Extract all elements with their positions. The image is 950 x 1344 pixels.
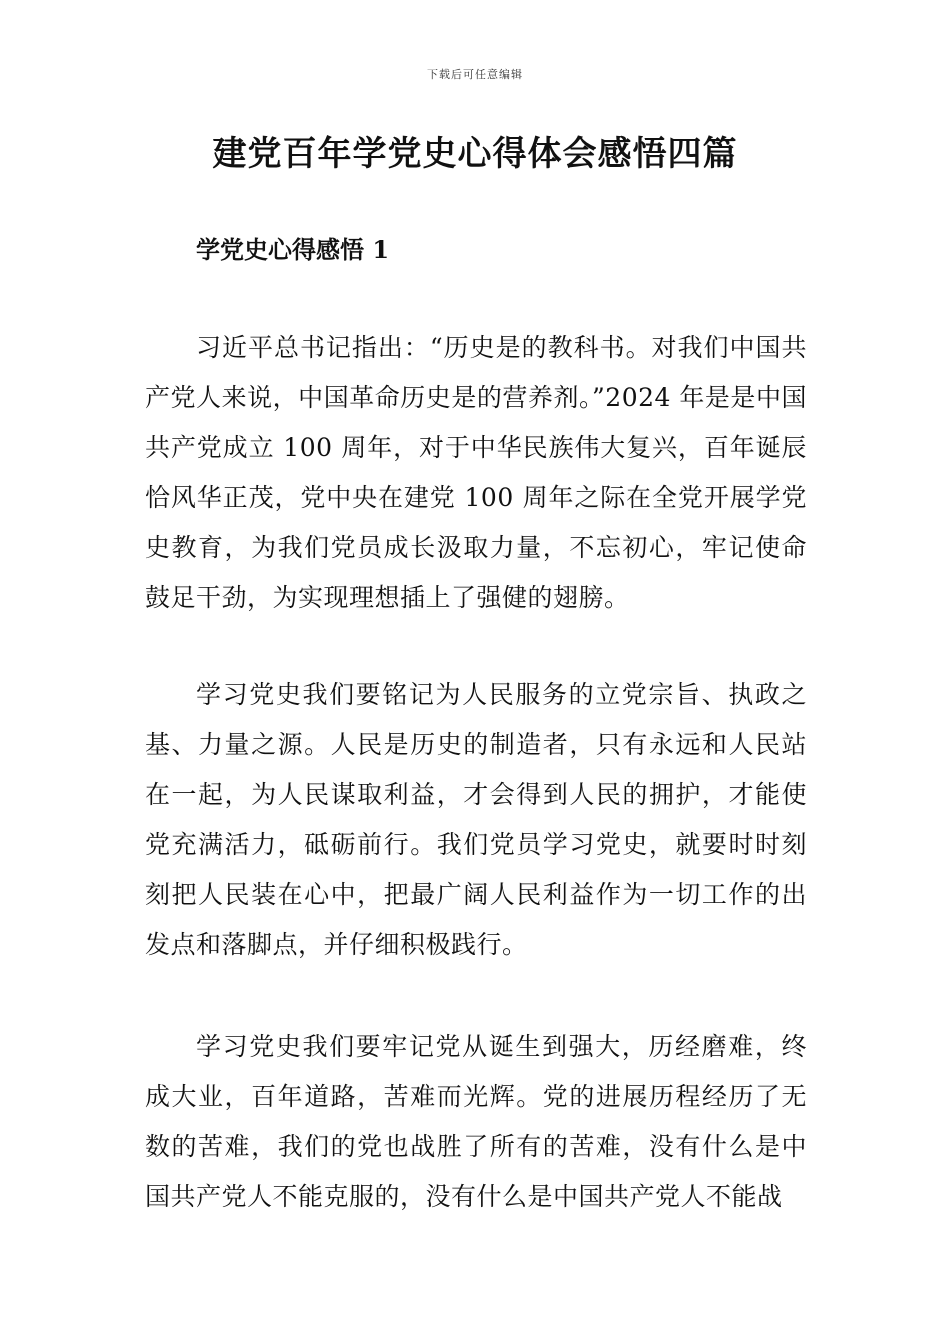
paragraph-3: 学习党史我们要牢记党从诞生到强大，历经磨难，终成大业，百年道路，苦难而光辉。党的进展历程经历了无数的苦难，我们的党也战胜了所有的苦难，没有什么是中国共产党人不能克服的，没有什么是中国共产党人不能战 [145, 1032, 807, 1211]
section-title: 学党史心得感悟 1 [196, 235, 390, 264]
document-title: 建党百年学党史心得体会感悟四篇 [212, 134, 738, 174]
header-note: 下载后可任意编辑 [427, 68, 523, 81]
paragraph-1: 习近平总书记指出：“历史是的教科书。对我们中国共产党人来说，中国革命历史是的营养剂。”2024 年是是中国共产党成立 100 周年，对于中华民族伟大复兴，百年诞辰恰风华正茂，党中央在建党 100 周年之际在全党开展学党史教育，为我们党员成长汲取力量，不忘初心，牢记使命鼓足干劲，为实现理想插上了强健的翅膀。 [145, 333, 807, 612]
paragraph-2: 学习党史我们要铭记为人民服务的立党宗旨、执政之基、力量之源。人民是历史的制造者，只有永远和人民站在一起，为人民谋取利益，才会得到人民的拥护，才能使党充满活力，砥砺前行。我们党员学习党史，就要时时刻刻把人民装在心中，把最广阔人民利益作为一切工作的出发点和落脚点，并仔细积极践行。 [145, 680, 807, 959]
